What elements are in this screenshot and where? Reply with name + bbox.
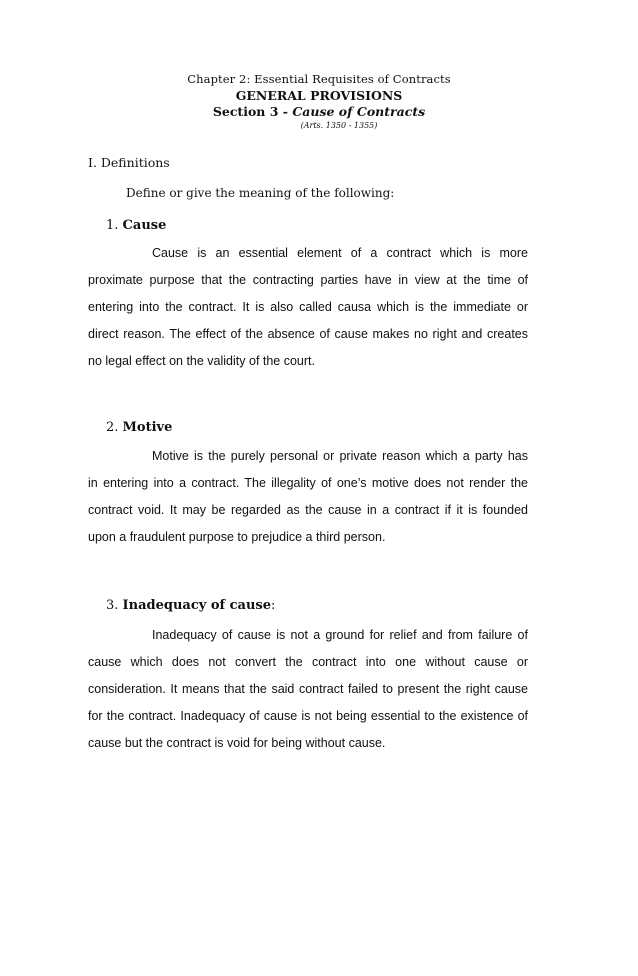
paragraph-line: direct reason. The effect of the absence of cause makes no right and creates	[88, 327, 528, 341]
paragraph-line: no legal effect on the validity of the court.	[88, 354, 315, 368]
item-title: Inadequacy of cause	[122, 598, 271, 613]
paragraph-inadequacy	[88, 622, 528, 757]
section-title: Cause of Contracts	[292, 104, 426, 119]
paragraph-line: cause which does not convert the contract into one without cause or	[88, 655, 528, 669]
paragraph-line: upon a fraudulent purpose to prejudice a third person.	[88, 530, 386, 544]
general-provisions-heading: GENERAL PROVISIONS	[235, 88, 403, 103]
paragraph-line: Motive is the purely personal or private reason which a party has	[152, 449, 528, 463]
paragraph-line: entering into the contract. It is also called causa which is the immediate or	[88, 300, 528, 314]
paragraph-line: for the contract. Inadequacy of cause is not being essential to the existence of	[88, 709, 528, 723]
paragraph-line: consideration. It means that the said contract failed to present the right cause	[88, 682, 528, 696]
paragraph-line: Inadequacy of cause is not a ground for relief and from failure of	[152, 628, 528, 642]
articles-range: (Arts. 1350 - 1355)	[300, 121, 378, 130]
item-title-motive	[106, 420, 172, 435]
paragraph-line: Cause is an essential element of a contract which is more	[152, 246, 528, 260]
paragraph-line: in entering into a contract. The illegality of one’s motive does not render the	[88, 476, 528, 490]
paragraph-motive	[88, 443, 528, 551]
paragraph-line: contract void. It may be regarded as the cause in a contract if it is founded	[88, 503, 528, 517]
item-title-inadequacy	[106, 598, 275, 613]
item-title: Motive	[122, 420, 173, 435]
paragraph-cause	[88, 240, 528, 375]
item-title-cause	[106, 218, 166, 233]
item-title-suffix: :	[271, 598, 276, 613]
item-title: Cause	[122, 218, 167, 233]
chapter-heading: Chapter 2: Essential Requisites of Contracts	[187, 72, 451, 86]
item-number: 3.	[106, 598, 119, 613]
paragraph-line: cause but the contract is void for being without cause.	[88, 736, 386, 750]
section-prefix: Section 3 -	[212, 104, 293, 119]
item-number: 2.	[106, 420, 119, 435]
paragraph-line: proximate purpose that the contracting parties have in view at the time of	[88, 273, 528, 287]
definitions-intro: Define or give the meaning of the following:	[126, 186, 395, 200]
definitions-heading: I. Definitions	[88, 155, 170, 170]
item-number: 1.	[106, 218, 119, 233]
section-heading	[0, 104, 638, 119]
